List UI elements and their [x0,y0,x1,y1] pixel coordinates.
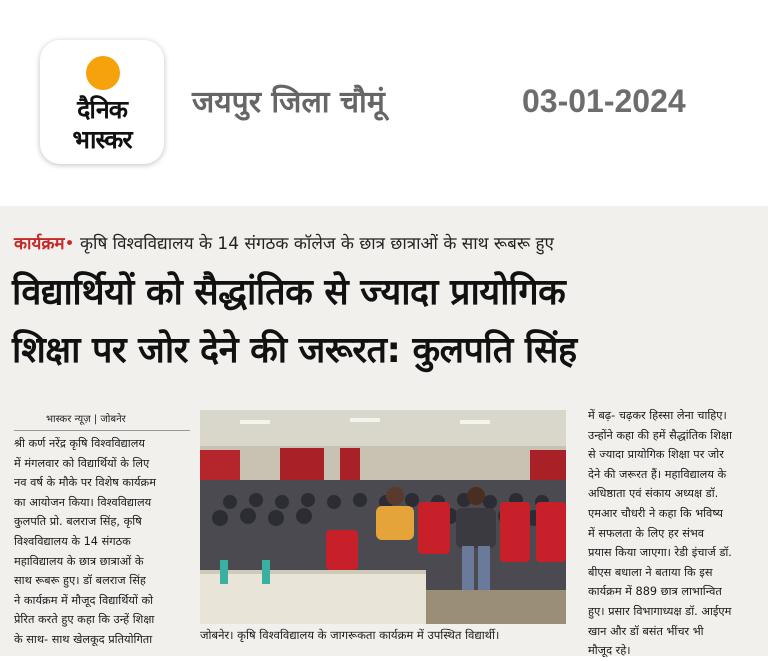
column-line: विश्वविद्यालय के 14 संगठक [14,534,131,548]
column-line: के साथ- साथ खेलकूद प्रतियोगिता [14,632,153,646]
photo-caption: जोबनेर। कृषि विश्वविद्यालय के जागरूकता कार्यक्रम में उपस्थित विद्यार्थी। [200,628,500,642]
event-photo [200,410,566,624]
sun-icon [86,56,120,90]
column-line: मौजूद रहे। [588,644,631,658]
kicker-tag: कार्यक्रम [14,234,65,254]
column-line: अधिष्ठाता एवं संकाय अध्यक्ष डॉ. [588,487,719,501]
app-header [0,0,768,200]
kicker-text: कृषि विश्वविद्यालय के 14 संगठक कॉलेज के छात्र छात्राओं के साथ रूबरू हुए [79,234,554,254]
column-line: में बढ़- चढ़कर हिस्सा लेना चाहिए। [588,409,727,422]
auditorium-photo [200,410,566,624]
column-line: महाविद्यालय के छात्र छात्राओं के [14,554,144,568]
article-column-left [14,434,194,650]
column-line: नव वर्ष के मौके पर विशेष कार्यक्रम [14,476,156,490]
logo-text-top: दैनिक [77,95,127,124]
column-line: बीएस बधाला ने बताया कि इस [588,565,713,579]
column-line: श्री कर्ण नरेंद्र कृषि विश्वविद्यालय [14,437,145,450]
kicker: कार्यक्रम• कृषि विश्वविद्यालय के 14 संगठक कॉलेज के छात्र छात्राओं के साथ रूबरू हुए [14,234,554,254]
column-line: एमआर चौधरी ने कहा कि भविष्य [588,506,723,520]
column-line: हुए। प्रसार विभागाध्यक्ष डॉ. आईएम [588,604,732,618]
column-line: खान और डॉ बसंत भींचर भी [588,624,704,638]
edition-date: 03-01-2024 [522,83,686,119]
column-line: का आयोजन किया। विश्वविद्यालय [14,495,152,509]
column-line: कुलपति प्रो. बलराज सिंह, कृषि [14,515,142,529]
column-line: देने की जरूरत हैं। महाविद्यालय के [588,467,727,481]
column-line: में सफलता के लिए हर संभव [588,526,705,540]
column-line: प्रयास किया जाएगा। रेडी इंचार्ज डॉ. [588,546,732,560]
edition-title: जयपुर जिला चौमूं [192,85,385,120]
column-line: में मंगलवार को विद्यार्थियों के लिए [14,456,150,470]
column-line: से ज्यादा प्रायोगिक शिक्षा पर जोर [588,448,724,462]
headline-line-2: शिक्षा पर जोर देने की जरूरत: कुलपति सिंह [12,330,577,371]
column-line: कार्यक्रम में 889 छात्र लाभान्वित [588,585,722,599]
article-column-right [588,406,764,661]
dainik-bhaskar-logo [40,40,164,164]
headline-line-1: विद्यार्थियों को सैद्धांतिक से ज्यादा प्रायोगिक [12,272,566,313]
column-line: उन्होंने कहा की हमें सैद्धांतिक शिक्षा [588,428,732,442]
logo-text-bottom: भास्कर [72,125,132,154]
byline: भास्कर न्यूज़ | जोबनेर [46,414,126,425]
column-line: प्रेरित करते हुए कहा कि उन्हें शिक्षा [14,613,155,627]
column-line: ने कार्यक्रम में मौजूद विद्यार्थियों को [14,593,154,607]
byline-divider [14,430,190,431]
column-line: साथ रूबरू हुए। डॉ बलराज सिंह [14,574,146,588]
